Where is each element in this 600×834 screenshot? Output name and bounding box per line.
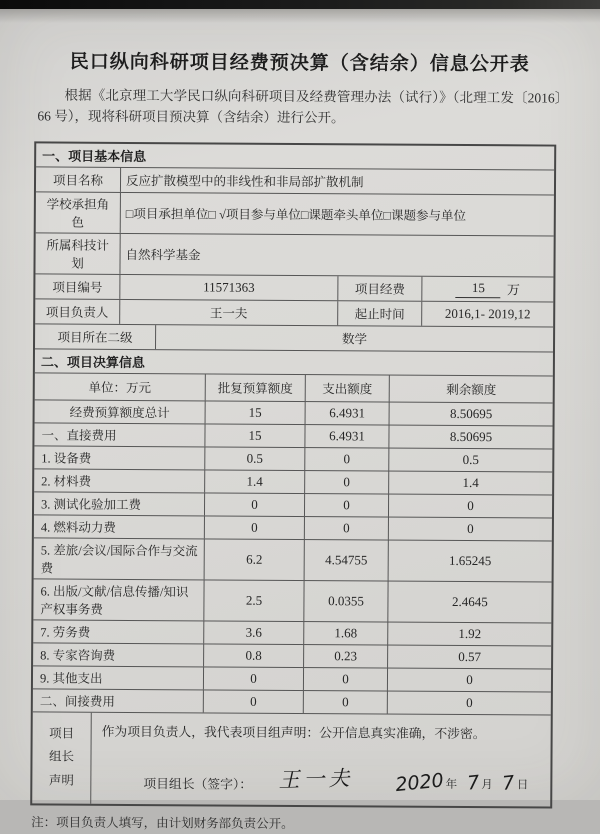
budget-row-publication <box>33 578 551 622</box>
section2-header: 二、项目决算信息 <box>40 354 145 370</box>
month-suffix: 月 <box>481 778 493 792</box>
project-number-value: 11571363 <box>119 275 337 300</box>
school-role-checkboxes: □项目承担单位□ √项目参与单位□课题牵头单位□课题参与单位 <box>120 193 554 236</box>
photo-dark-edge <box>0 0 600 9</box>
col-remain-header: 剩余额度 <box>389 375 553 402</box>
section1-header: 一、项目基本信息 <box>42 148 147 164</box>
budget-amount: 6.2 <box>204 539 304 580</box>
budget-row-label: 二、间接费用 <box>39 694 115 709</box>
project-name-value: 反应扩散模型中的非线性和非局部扩散机制 <box>120 168 554 195</box>
budget-amount: 15 <box>204 424 304 447</box>
project-leader-value: 王一夫 <box>119 300 337 325</box>
budget-row-fuel <box>34 514 552 540</box>
declaration-body <box>90 713 551 807</box>
handwritten-month: 7 <box>466 771 481 795</box>
declaration-row <box>32 711 551 806</box>
plan-label: 所属科技计划 <box>46 238 109 271</box>
funds-amount: 15 <box>456 280 501 298</box>
budget-amount: 0 <box>203 690 303 713</box>
project-leader-label: 项目负责人 <box>45 305 109 320</box>
budget-row-consulting <box>33 642 551 668</box>
project-leader-row <box>35 298 553 326</box>
funds-unit: 万 <box>506 282 520 298</box>
spent-amount: 0 <box>304 471 388 494</box>
budget-row-testing <box>34 491 552 517</box>
declaration-statement: 作为项目负责人，我代表项目组声明：公开信息真实准确，不涉密。 <box>101 724 486 741</box>
budget-row-label: 一、直接费用 <box>41 428 117 443</box>
budget-row-label: 7. 劳务费 <box>40 625 91 640</box>
budget-amount: 2.5 <box>203 580 303 621</box>
section1-header-row <box>36 143 554 169</box>
department-label: 项目所在二级 <box>57 330 133 345</box>
date-group <box>395 771 538 794</box>
budget-row-label: 2. 材料费 <box>41 474 92 489</box>
page-title: 民口纵向科研项目经费预决算（含结余）信息公开表 <box>69 51 530 76</box>
spent-amount: 6.4931 <box>304 425 388 448</box>
school-role-label: 学校承担角色 <box>46 197 110 230</box>
remain-amount: 0 <box>388 494 552 517</box>
spent-amount: 0 <box>304 494 388 517</box>
budget-row-label: 1. 设备费 <box>41 451 92 466</box>
budget-amount: 1.4 <box>204 470 304 493</box>
handwritten-signature: 王一夫 <box>277 765 354 793</box>
budget-amount: 0 <box>204 493 304 516</box>
budget-header-row <box>35 372 553 402</box>
remain-amount: 1.92 <box>387 622 551 645</box>
period-label: 起止时间 <box>337 301 421 326</box>
spent-amount: 6.4931 <box>305 402 389 425</box>
spent-amount: 0.23 <box>303 645 387 668</box>
budget-row-other <box>33 665 551 691</box>
spent-amount: 0 <box>303 691 387 714</box>
handwritten-year: 2020 <box>394 769 445 796</box>
budget-row-label: 经费预算额度总计 <box>69 405 170 421</box>
school-role-row <box>36 191 554 235</box>
remain-amount: 0 <box>388 517 552 540</box>
signature-line <box>101 762 542 795</box>
budget-row-label: 6. 出版/文献/信息传播/知识产权事务费 <box>40 584 189 617</box>
paper <box>0 20 600 833</box>
remain-amount: 2.4645 <box>387 581 551 622</box>
project-funds-label: 项目经费 <box>337 276 421 301</box>
project-number-label: 项目编号 <box>52 280 103 295</box>
remain-amount: 1.4 <box>388 471 552 494</box>
budget-row-equipment <box>34 445 552 471</box>
budget-amount: 0.5 <box>204 447 304 470</box>
remain-amount: 8.50695 <box>388 425 552 448</box>
remain-amount: 0.57 <box>387 645 551 668</box>
budget-row-label: 4. 燃料动力费 <box>40 520 116 535</box>
plan-row <box>35 232 553 276</box>
budget-row-label: 3. 测试化验加工费 <box>41 497 142 512</box>
remain-amount: 0.5 <box>388 448 552 471</box>
remain-amount: 0 <box>387 691 551 714</box>
budget-row-total <box>35 399 553 425</box>
spent-amount: 0 <box>303 668 387 691</box>
spent-amount: 1.68 <box>303 622 387 645</box>
budget-row-materials <box>34 468 552 494</box>
spent-amount: 0 <box>304 448 388 471</box>
section2-header-row <box>35 348 553 375</box>
project-name-label: 项目名称 <box>52 173 104 188</box>
day-suffix: 日 <box>516 779 529 792</box>
sign-label: 项目组长（签字）： <box>143 776 253 792</box>
remain-amount: 8.50695 <box>389 402 553 425</box>
period-value: 2016,1- 2019,12 <box>421 302 553 327</box>
budget-row-label: 9. 其他支出 <box>39 671 103 686</box>
project-name-row <box>36 166 554 194</box>
spent-amount: 0 <box>304 517 388 540</box>
budget-row-label: 5. 差旅/会议/国际合作与交流费 <box>40 543 198 576</box>
budget-row-travel <box>34 537 552 581</box>
budget-row-label: 8. 专家咨询费 <box>40 648 116 663</box>
col-budget-header: 批复预算额度 <box>205 374 305 401</box>
year-suffix: 年 <box>445 778 458 791</box>
budget-amount: 0 <box>204 516 304 539</box>
plan-value: 自然科学基金 <box>119 234 553 277</box>
project-number-row <box>35 273 553 301</box>
form-table <box>30 141 556 808</box>
budget-row-indirect <box>33 688 551 714</box>
col-spent-header: 支出额度 <box>305 375 389 402</box>
spent-amount: 4.54755 <box>304 540 388 581</box>
remain-amount: 0 <box>387 668 551 691</box>
footnote: 注：项目负责人填写，由计划财务部负责公开。 <box>31 815 294 831</box>
budget-row-direct <box>34 422 552 448</box>
budget-amount: 0 <box>203 667 303 690</box>
department-row <box>35 323 553 351</box>
declaration-side-label: 项目组长声明 <box>48 726 75 788</box>
budget-amount: 0.8 <box>203 644 303 667</box>
budget-row-labor <box>33 619 551 645</box>
intro-text: 根据《北京理工大学民口纵向科研项目及经费管理办法（试行）》（北理工发〔2016〕66 号），现将科研项目预决算（含结余）进行公开。 <box>37 87 562 126</box>
handwritten-day: 7 <box>501 771 516 795</box>
department-value: 数学 <box>155 325 553 351</box>
project-funds-value <box>421 277 553 302</box>
budget-amount: 3.6 <box>203 621 303 644</box>
spent-amount: 0.0355 <box>303 581 387 622</box>
remain-amount: 1.65245 <box>388 540 552 581</box>
unit-label: 单位：万元 <box>88 380 152 395</box>
budget-amount: 15 <box>205 401 305 424</box>
